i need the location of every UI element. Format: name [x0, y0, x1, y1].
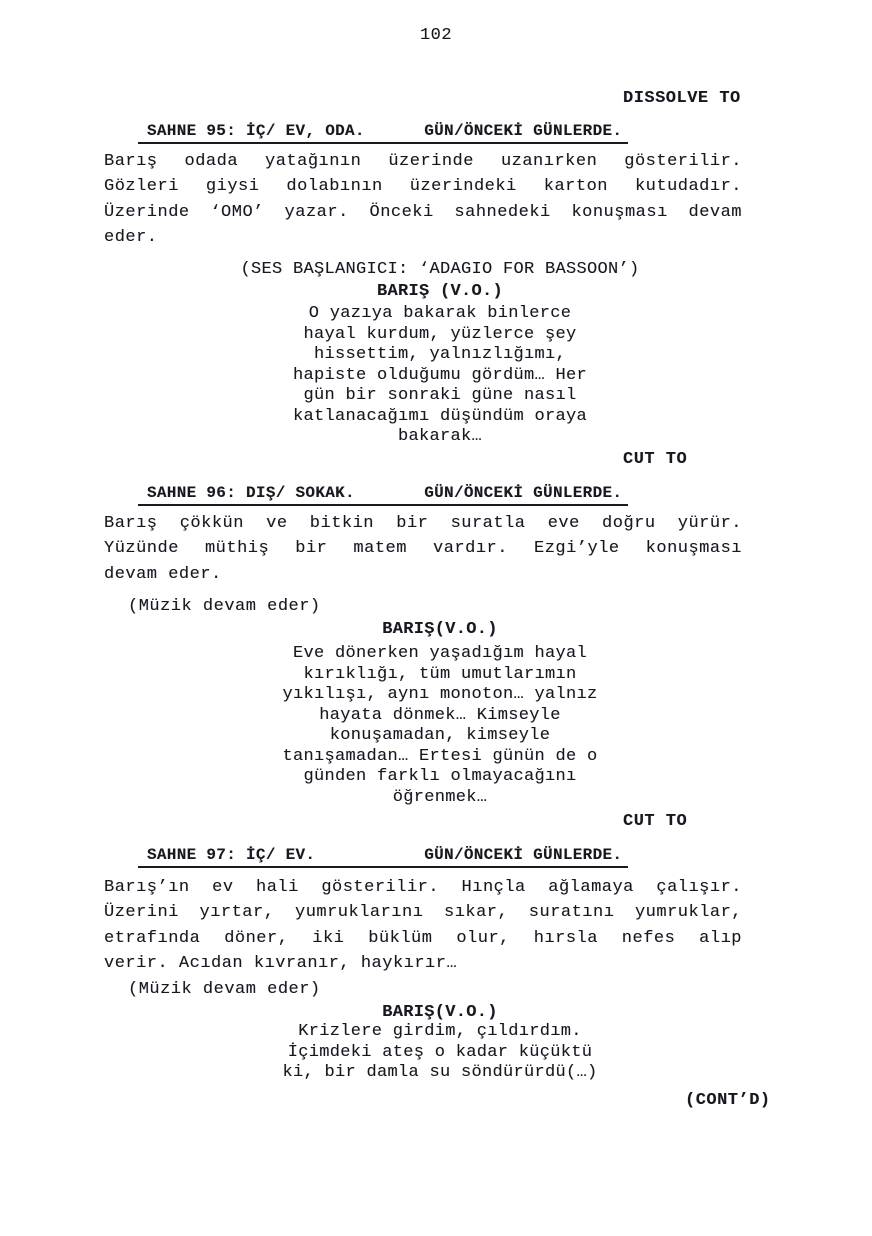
scene-97-dialogue [226, 1022, 654, 1084]
text-line: Yüzünde müthiş bir matem vardır. Ezgi’yle konuşması [104, 539, 742, 559]
scene-95-dialogue [226, 304, 654, 448]
scene-95-character-cue: BARIŞ (V.O.) [376, 282, 504, 301]
text-line: hayata dönmek… Kimseyle [319, 705, 561, 725]
text-line: ki, bir damla su söndürürdü(…) [282, 1063, 598, 1082]
text-line: hapiste olduğumu gördüm… Her [292, 365, 588, 385]
text-line: Krizlere girdim, çıldırdım. [298, 1022, 582, 1041]
text-line: Barış odada yatağının üzerinde uzanırken gösterilir. [104, 152, 742, 171]
text-line: verir. Acıdan kıvranır, haykırır… [104, 953, 458, 973]
scene-heading-95: SAHNE 95: İÇ/ EV, ODA. GÜN/ÖNCEKİ GÜNLERDE. [138, 122, 628, 144]
text-line: tanışamadan… Ertesi günün de o [282, 746, 598, 766]
text-line: Barış çökkün ve bitkin bir suratla eve doğru yürür. [104, 514, 742, 533]
text-line: Üzerinde ‘OMO’ yazar. Önceki sahnedeki konuşması devam [104, 202, 742, 222]
scene-96-dialogue [226, 644, 654, 808]
scene-heading-97: SAHNE 97: İÇ/ EV. GÜN/ÖNCEKİ GÜNLERDE. [138, 846, 628, 868]
text-line: hayal kurdum, yüzlerce şey [303, 324, 577, 344]
transition-cut-to-1: CUT TO [623, 450, 688, 469]
text-line: öğrenmek… [392, 787, 488, 807]
text-line: etrafında döner, iki büklüm olur, hırsla nefes alıp [104, 928, 742, 948]
transition-dissolve-to: DISSOLVE TO [623, 89, 741, 108]
scene-97-music-note: (Müzik devam eder) [128, 980, 321, 999]
scene-97-action [104, 875, 742, 976]
text-line: katlanacağımı düşündüm oraya [292, 406, 588, 426]
scene-96-character-cue: BARIŞ(V.O.) [382, 620, 498, 639]
scene-96-action [104, 511, 742, 587]
scene-97-character-cue: BARIŞ(V.O.) [382, 1003, 498, 1022]
text-line: hissettim, yalnızlığımı, [313, 345, 567, 364]
text-line: Eve dönerken yaşadığım hayal [292, 644, 588, 663]
transition-cut-to-2: CUT TO [623, 812, 688, 831]
text-line: O yazıya bakarak binlerce [308, 304, 572, 323]
text-line: konuşamadan, kimseyle [329, 726, 551, 745]
text-line: günden farklı olmayacağını [303, 767, 577, 786]
transition-cont-d: (CONT’D) [685, 1091, 771, 1110]
text-line: bakarak… [397, 427, 482, 446]
text-line: devam eder. [104, 564, 222, 584]
scene-95-sound-cue: (SES BAŞLANGICI: ‘ADAGIO FOR BASSOON’) [240, 260, 640, 279]
text-line: yıkılışı, aynı monoton… yalnız [282, 685, 598, 704]
page-number: 102 [419, 26, 453, 45]
text-line: eder. [104, 227, 158, 247]
text-line: Barış’ın ev hali gösterilir. Hınçla ağlamaya çalışır. [104, 878, 742, 897]
scene-95-action [104, 149, 742, 250]
scene-96-music-note: (Müzik devam eder) [128, 597, 321, 616]
scene-heading-96: SAHNE 96: DIŞ/ SOKAK. GÜN/ÖNCEKİ GÜNLERDE. [138, 484, 628, 506]
text-line: kırıklığı, tüm umutlarımın [303, 664, 577, 684]
text-line: Gözleri giysi dolabının üzerindeki karton kutudadır. [104, 177, 742, 197]
text-line: İçimdeki ateş o kadar küçüktü [287, 1042, 593, 1062]
text-line: gün bir sonraki güne nasıl [303, 386, 577, 405]
text-line: Üzerini yırtar, yumruklarını sıkar, suratını yumruklar, [104, 903, 742, 923]
